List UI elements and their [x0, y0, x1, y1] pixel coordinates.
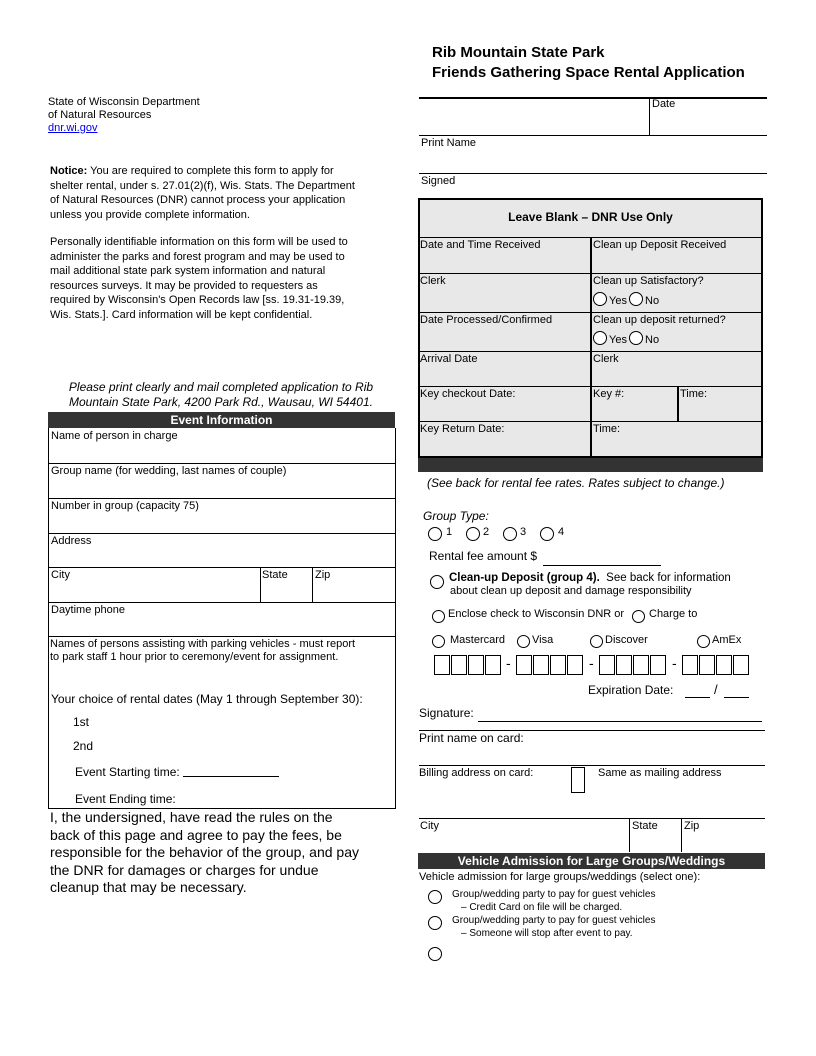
date-label: Date	[652, 98, 676, 110]
same-as-mailing-checkbox[interactable]	[571, 767, 585, 793]
card-digit-box[interactable]	[485, 655, 501, 675]
end-time-field[interactable]	[178, 791, 388, 806]
group-type-1-label: 1	[446, 526, 453, 538]
group-type-3-radio[interactable]	[503, 527, 517, 541]
vehicle-option-credit-card-note: – Credit Card on file will be charged.	[461, 902, 623, 913]
zip-label: Zip	[315, 569, 331, 581]
billing-address-field[interactable]	[420, 795, 764, 816]
billing-city-field[interactable]	[420, 834, 628, 851]
satisfactory-yes-radio[interactable]	[593, 292, 607, 306]
agency-name-line2: of Natural Resources	[48, 109, 152, 121]
person-in-charge-label: Name of person in charge	[51, 430, 178, 442]
cleanup-deposit-radio[interactable]	[430, 575, 444, 589]
agency-name: State of Wisconsin Department	[48, 96, 200, 108]
card-digit-box[interactable]	[650, 655, 666, 675]
card-digit-box[interactable]	[567, 655, 583, 675]
rental-fee-field[interactable]	[543, 565, 661, 566]
card-digit-box[interactable]	[682, 655, 698, 675]
date-time-received-label: Date and Time Received	[420, 239, 541, 251]
daytime-phone-field[interactable]	[49, 618, 394, 636]
expiration-date-label: Expiration Date:	[588, 683, 674, 697]
state-label: State	[262, 569, 288, 581]
notice-text: Notice: You are required to complete this form to apply for shelter rental, under s. 27.01(2)(f), Wis. Stats. The Department of Natural Resources (DNR) cannot process your application unless you provide complete information.	[50, 165, 355, 221]
form-subtitle: Friends Gathering Space Rental Application	[432, 64, 745, 81]
second-choice-date-field[interactable]	[97, 738, 390, 754]
same-as-mailing-label: Same as mailing address	[598, 767, 722, 779]
group-type-label: Group Type:	[423, 509, 489, 523]
key-checkout-label: Key checkout Date:	[420, 388, 516, 400]
signed-label: Signed	[421, 175, 456, 187]
billing-city-label: City	[420, 820, 439, 832]
vehicle-option-credit-card-label: Group/wedding party to pay for guest vehicles	[452, 889, 656, 900]
second-choice-label: 2nd	[73, 739, 94, 753]
group-type-4-radio[interactable]	[540, 527, 554, 541]
group-type-2-label: 2	[483, 526, 490, 538]
billing-state-field[interactable]	[631, 834, 680, 851]
expiration-year-field[interactable]	[724, 697, 749, 698]
group-size-label: Number in group (capacity 75)	[51, 500, 199, 512]
dnr-website-link[interactable]: dnr.wi.gov	[48, 122, 98, 134]
parking-assistants-label: Names of persons assisting with parking vehicles - must report	[50, 638, 356, 650]
card-digit-box[interactable]	[733, 655, 749, 675]
expiration-month-field[interactable]	[685, 697, 710, 698]
card-digit-box[interactable]	[716, 655, 732, 675]
amex-label: AmEx	[712, 634, 742, 646]
key-number-label: Key #:	[593, 388, 625, 400]
expiration-slash: /	[714, 682, 718, 697]
card-number-separator: -	[506, 655, 511, 671]
discover-label: Discover	[605, 634, 648, 646]
vehicle-option-pay-later-label: Group/wedding party to pay for guest vehicles	[452, 915, 656, 926]
state-field[interactable]	[261, 583, 311, 601]
deposit-received-label: Clean up Deposit Received	[593, 239, 727, 251]
rental-fee-label: Rental fee amount $	[429, 549, 538, 563]
signature-field[interactable]	[420, 100, 647, 134]
first-choice-label: 1st	[73, 715, 90, 729]
deposit-returned-label: Clean up deposit returned?	[593, 314, 726, 326]
parking-assistants-note: to park staff 1 hour prior to ceremony/event for assignment.	[50, 651, 339, 663]
vehicle-option-pay-later-note: – Someone will stop after event to pay.	[461, 928, 633, 939]
cleanup-satisfactory-label: Clean up Satisfactory?	[593, 275, 704, 287]
print-name-field[interactable]	[420, 151, 765, 172]
date-field[interactable]	[651, 112, 765, 134]
clerk-label: Clerk	[420, 275, 446, 287]
mailing-instructions: Please print clearly and mail completed application to Rib Mountain State Park, 4200 Park Rd., Wausau, WI 54401.	[68, 380, 374, 409]
group-type-2-radio[interactable]	[466, 527, 480, 541]
card-digit-box[interactable]	[451, 655, 467, 675]
discover-radio[interactable]	[590, 635, 603, 648]
returned-yes-radio[interactable]	[593, 331, 607, 345]
address-label: Address	[51, 535, 92, 547]
daytime-phone-label: Daytime phone	[51, 604, 125, 616]
return-time-label: Time:	[593, 423, 621, 435]
card-digit-box[interactable]	[599, 655, 615, 675]
billing-zip-field[interactable]	[683, 834, 764, 851]
zip-field[interactable]	[313, 583, 394, 601]
satisfactory-yes-label: Yes	[609, 295, 627, 307]
cleanup-deposit-note: about clean up deposit and damage responsibility	[450, 585, 692, 597]
form-title: Rib Mountain State Park	[432, 44, 605, 61]
cleanup-deposit-label: Clean-up Deposit (group 4). See back for information	[449, 572, 731, 584]
enclose-check-radio[interactable]	[432, 610, 445, 623]
visa-label: Visa	[532, 634, 554, 646]
card-print-name-label: Print name on card:	[419, 731, 524, 745]
billing-zip-label: Zip	[684, 820, 700, 832]
dnr-use-only-header: Leave Blank – DNR Use Only	[508, 210, 673, 224]
satisfactory-no-label: No	[645, 295, 660, 307]
returned-no-label: No	[645, 334, 660, 346]
parking-assistants-field[interactable]	[49, 666, 394, 692]
card-number-separator: -	[589, 655, 594, 671]
dnr-section-footer-bar	[418, 458, 763, 472]
address-field[interactable]	[49, 549, 394, 567]
notice-label: Notice:	[50, 165, 88, 177]
billing-address-label: Billing address on card:	[419, 767, 534, 779]
arrival-date-label: Arrival Date	[420, 353, 478, 365]
vehicle-option-pay-later-radio[interactable]	[428, 916, 442, 930]
person-in-charge-field[interactable]	[49, 444, 394, 463]
returned-yes-label: Yes	[609, 334, 627, 346]
card-digit-box[interactable]	[633, 655, 649, 675]
returned-no-radio[interactable]	[629, 331, 643, 345]
visa-radio[interactable]	[517, 635, 530, 648]
arrival-clerk-label: Clerk	[593, 353, 619, 365]
card-digit-box[interactable]	[468, 655, 484, 675]
amex-radio[interactable]	[697, 635, 710, 648]
fee-rates-note: (See back for rental fee rates. Rates subject to change.)	[427, 476, 725, 490]
card-signature-label: Signature:	[419, 706, 474, 720]
group-name-field[interactable]	[49, 479, 394, 498]
card-digit-box[interactable]	[434, 655, 450, 675]
group-size-field[interactable]	[49, 514, 394, 533]
card-number-separator: -	[672, 655, 677, 671]
card-digit-box[interactable]	[616, 655, 632, 675]
mastercard-radio[interactable]	[432, 635, 445, 648]
charge-to-label: Charge to	[649, 608, 698, 620]
rental-dates-label: Your choice of rental dates (May 1 through September 30):	[51, 692, 363, 706]
satisfactory-no-radio[interactable]	[629, 292, 643, 306]
group-name-label: Group name (for wedding, last names of couple)	[51, 465, 287, 477]
end-time-label: Event Ending time:	[75, 792, 176, 806]
card-print-name-field[interactable]	[420, 746, 764, 764]
card-digit-box[interactable]	[550, 655, 566, 675]
city-label: City	[51, 569, 70, 581]
key-return-label: Key Return Date:	[420, 423, 505, 435]
card-digit-box[interactable]	[533, 655, 549, 675]
checkout-time-label: Time:	[680, 388, 708, 400]
start-time-field[interactable]	[183, 776, 279, 777]
first-choice-date-field[interactable]	[95, 714, 390, 730]
charge-to-radio[interactable]	[632, 610, 645, 623]
event-info-header: Event Information	[48, 412, 395, 428]
date-processed-label: Date Processed/Confirmed	[420, 314, 553, 326]
vehicle-option-credit-card-radio[interactable]	[428, 890, 442, 904]
print-name-label: Print Name	[421, 137, 477, 149]
billing-state-label: State	[632, 820, 658, 832]
vehicle-admission-header: Vehicle Admission for Large Groups/Weddings	[418, 853, 765, 869]
vehicle-admission-intro: Vehicle admission for large groups/weddings (select one):	[419, 871, 701, 883]
mastercard-label: Mastercard	[450, 634, 506, 646]
agreement-statement: I, the undersigned, have read the rules on the back of this page and agree to pay the fees, be responsible for the behavior of the group, and pay the DNR for damages or charges for undue cleanup that may be necessary.	[50, 809, 359, 895]
privacy-text: Personally identifiable information on this form will be used to administer the parks and forest program and may be used to mail additional state park system information and natural resources surveys. It may be provided to requesters as required by Wisconsin's Open Records law [ss. 19.31-19.39, Wis. Stats.]. Card information will be kept confidential.	[50, 236, 348, 321]
vehicle-option-other-radio[interactable]	[428, 947, 442, 961]
start-time-label: Event Starting time:	[75, 765, 180, 779]
city-field[interactable]	[49, 583, 259, 601]
card-digit-box[interactable]	[699, 655, 715, 675]
enclose-check-label: Enclose check to Wisconsin DNR or	[448, 608, 625, 620]
group-type-4-label: 4	[558, 526, 565, 538]
group-type-3-label: 3	[520, 526, 527, 538]
card-signature-field[interactable]	[478, 721, 762, 722]
card-digit-box[interactable]	[516, 655, 532, 675]
group-type-1-radio[interactable]	[428, 527, 442, 541]
